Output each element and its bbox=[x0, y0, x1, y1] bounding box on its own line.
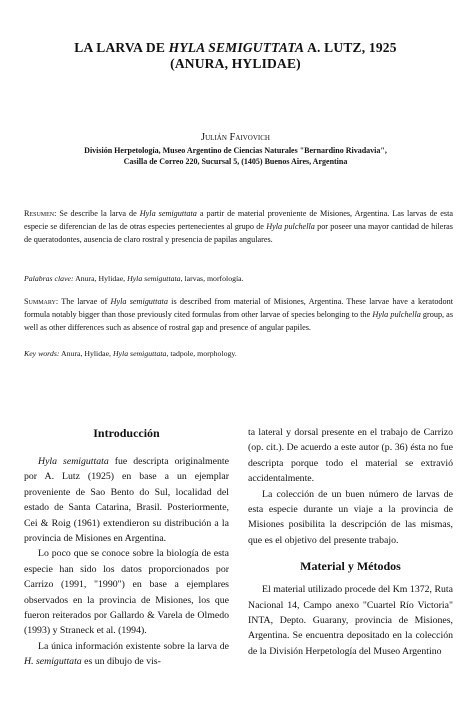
palabras-label: Palabras clave: bbox=[24, 274, 74, 283]
summary-abstract: Summary: The larvae of Hyla semiguttata is described from material of Misiones, Argentina. These larvae have a keratodont formula notably bigger than those previously cited formulas from other larvae of species belonging to the Hyla pulchella group, as well as other differences such as absence of rostral gap and presence of angular papiles. bbox=[24, 297, 454, 332]
resumen-abstract: Resumen: Se describe la larva de Hyla semiguttata a partir de material proveniente de Misiones, Argentina. Las larvas de esta especie se diferencian de las de otras especies pertenecientes al grupo de Hyla pulchella por poseer una mayor cantidad de hileras de queratodontes, ausencia de claro rostral y presencia de papilas angulares. bbox=[24, 209, 454, 244]
affiliation-line-2: Casilla de Correo 220, Sucursal 5, (1405) Buenos Aires, Argentina bbox=[123, 156, 348, 166]
affiliation bbox=[40, 146, 431, 167]
palabras-clave: Palabras clave: Anura, Hylidae, Hyla semiguttata, larvas, morfología. bbox=[24, 274, 244, 283]
right-paragraph-2: La colección de un buen número de larvas de esta especie durante un viaje a la provincia de Misiones posibilita la descripción de las mismas, que es el objetivo del presente trabajo. bbox=[248, 488, 453, 546]
intro-paragraph-3: La única información existente sobre la larva de H. semiguttata es un dibujo de vis- bbox=[24, 640, 229, 668]
intro-paragraph-1: Hyla semiguttata fue descripta originalmente por A. Lutz (1925) en base a un ejemplar proveniente de Sao Bento do Sul, localidad del estado de Santa Catarina, Brasil. Posteriormente, Cei & Roig (1961) extendieron su distribución a la provincia de Misiones en Argentina. bbox=[24, 456, 229, 545]
introduction-heading: Introducción bbox=[93, 426, 160, 440]
summary-label: Summary: bbox=[24, 297, 59, 306]
author-name: Julián Faivovich bbox=[201, 132, 270, 143]
title-line-2: (ANURA, HYLIDAE) bbox=[170, 56, 301, 71]
right-column bbox=[248, 425, 453, 659]
key-words-label: Key words: bbox=[24, 349, 60, 358]
right-paragraph-1: ta lateral y dorsal presente en el trabajo de Carrizo (op. cit.). De acuerdo a este autor (p. 36) ésta no fue descripta porque todo el material se extravió accidentalmente. bbox=[248, 427, 453, 485]
methods-paragraph-1: El material utilizado procede del Km 1372, Ruta Nacional 14, Campo anexo "Cuartel Río Victoria" INTA, Depto. Guarany, provincia de Misiones, Argentina. Se encuentra depositado en la colección de la División Herpetología del Museo Argentino bbox=[248, 584, 453, 657]
intro-paragraph-2: Lo poco que se conoce sobre la biología de esta especie han sido los datos proporcionados por Carrizo (1991, "1990") en base a ejemplares observados en la provincia de Misiones, los que fueron reiterados por Gallardo & Varela de Olmedo (1993) y Straneck et al. (1994). bbox=[24, 548, 229, 637]
key-words: Key words: Anura, Hylidae, Hyla semiguttata, tadpole, morphology. bbox=[24, 349, 237, 358]
affiliation-line-1: División Herpetología, Museo Argentino de Ciencias Naturales "Bernardino Rivadavia", bbox=[84, 146, 387, 155]
title-species: HYLA SEMIGUTTATA bbox=[168, 40, 305, 55]
resumen-label: Resumen: bbox=[24, 209, 57, 218]
article-title bbox=[40, 40, 431, 72]
left-column bbox=[24, 425, 229, 670]
methods-heading: Material y Métodos bbox=[300, 559, 401, 574]
title-line-1: LA LARVA DE HYLA SEMIGUTTATA A. LUTZ, 1925 bbox=[74, 40, 397, 55]
